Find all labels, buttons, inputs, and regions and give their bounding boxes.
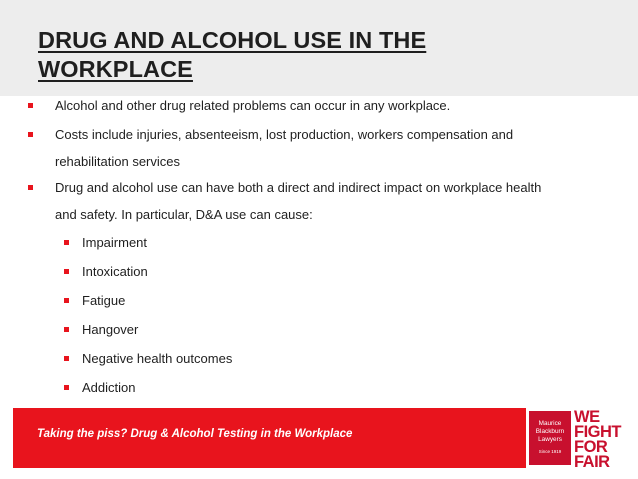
bullet-marker	[28, 103, 33, 108]
footer-text: Taking the piss? Drug & Alcohol Testing in the Workplace	[37, 428, 353, 440]
sub-bullet-text: Impairment	[82, 235, 148, 250]
sub-bullet-text: Hangover	[82, 322, 139, 337]
sub-bullet-marker	[64, 385, 69, 390]
logo-line: Blackburn	[535, 428, 565, 435]
bullet-text-continued: and safety. In particular, D&A use can cause:	[55, 207, 313, 222]
logo-word: WE	[574, 408, 600, 426]
logo-word: FIGHT	[574, 423, 621, 441]
logo-word: FAIR	[574, 453, 610, 471]
maurice-blackburn-logo	[529, 411, 571, 465]
title-line-2: WORKPLACE	[38, 56, 193, 82]
sub-bullet-marker	[64, 240, 69, 245]
sub-bullet-marker	[64, 298, 69, 303]
we-fight-for-fair-logo	[574, 410, 626, 470]
logo-word: FOR	[574, 438, 608, 456]
bullet-text-continued: rehabilitation services	[55, 154, 181, 169]
sub-bullet-marker	[64, 356, 69, 361]
bullet-marker	[28, 185, 33, 190]
sub-bullet-text: Intoxication	[82, 264, 148, 279]
sub-bullet-text: Fatigue	[82, 293, 126, 308]
title-line-1: DRUG AND ALCOHOL USE IN THE	[38, 27, 427, 53]
sub-bullet-text: Addiction	[82, 380, 136, 395]
logo-line: Maurice	[538, 420, 562, 427]
sub-bullet-text: Negative health outcomes	[82, 351, 233, 366]
sub-bullet-marker	[64, 269, 69, 274]
bullet-marker	[28, 132, 33, 137]
bullet-text: Drug and alcohol use can have both a direct and indirect impact on workplace health	[55, 180, 542, 195]
sub-bullet-marker	[64, 327, 69, 332]
logo-since: Since 1919	[538, 449, 562, 454]
bullet-text: Alcohol and other drug related problems can occur in any workplace.	[55, 98, 451, 113]
bullet-text: Costs include injuries, absenteeism, lost production, workers compensation and	[55, 127, 514, 142]
logo-line: Lawyers	[538, 436, 562, 443]
